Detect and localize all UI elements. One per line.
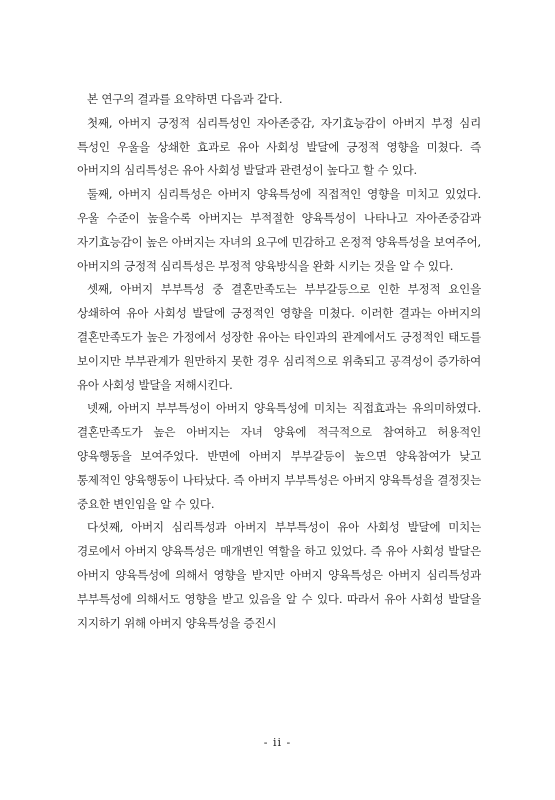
paragraph-fourth-finding: 넷째, 아버지 부부특성이 아버지 양육특성에 미치는 직접효과는 유의미하였다. 결혼만족도가 높은 아버지는 자녀 양육에 적극적으로 참여하고 허용적인 양육행동을 보여주었다. 반면에 아버지 부부갈등이 높으면 양육참여가 낮고 통제적인 양육행동이 나타났다. 즉 아버지 부부특성은 아버지 양육특성을 결정짓는 중요한 변인임을 알 수 있다. <box>77 401 481 511</box>
body-text <box>77 88 481 635</box>
paragraph-summary-intro: 본 연구의 결과를 요약하면 다음과 같다. <box>87 92 283 106</box>
page-number: - ii - <box>263 736 292 749</box>
paragraph-fifth-finding: 다섯째, 아버지 심리특성과 아버지 부부특성이 유아 사회성 발달에 미치는 경로에서 아버지 양육특성은 매개변인 역할을 하고 있었다. 즉 유아 사회성 발달은 아버지 양육특성에 의해서 영향을 받지만 아버지 양육특성은 아버지 심리특성과 부부특성에 의해서도 영향을 받고 있음을 알 수 있다. 따라서 유아 사회성 발달을 지지하기 위해 아버지 양육특성을 증진시 <box>77 520 481 630</box>
paragraph-third-finding: 셋째, 아버지 부부특성 중 결혼만족도는 부부갈등으로 인한 부정적 요인을 상쇄하여 유아 사회성 발달에 긍정적인 영향을 미쳤다. 이러한 결과는 아버지의 결혼만족도가 높은 가정에서 성장한 유아는 타인과의 관계에서도 긍정적인 태도를 보이지만 부부관계가 원만하지 못한 경우 심리적으로 위축되고 공격성이 증가하여 유아 사회성 발달을 저해시킨다. <box>77 282 481 392</box>
paragraph-second-finding: 둘째, 아버지 심리특성은 아버지 양육특성에 직접적인 영향을 미치고 있었다. 우울 수준이 높을수록 아버지는 부적절한 양육특성이 나타나고 자아존중감과 자기효능감이 높은 아버지는 자녀의 요구에 민감하고 온정적 양육특성을 보여주어, 아버지의 긍정적 심리특성은 부정적 양육방식을 완화 시키는 것을 알 수 있다. <box>77 187 481 273</box>
paragraph-first-finding: 첫째, 아버지 긍정적 심리특성인 자아존중감, 자기효능감이 아버지 부정 심리 특성인 우울을 상쇄한 효과로 유아 사회성 발달에 긍정적 영향을 미쳤다. 즉 아버지의 심리특성은 유아 사회성 발달과 관련성이 높다고 할 수 있다. <box>77 115 481 178</box>
